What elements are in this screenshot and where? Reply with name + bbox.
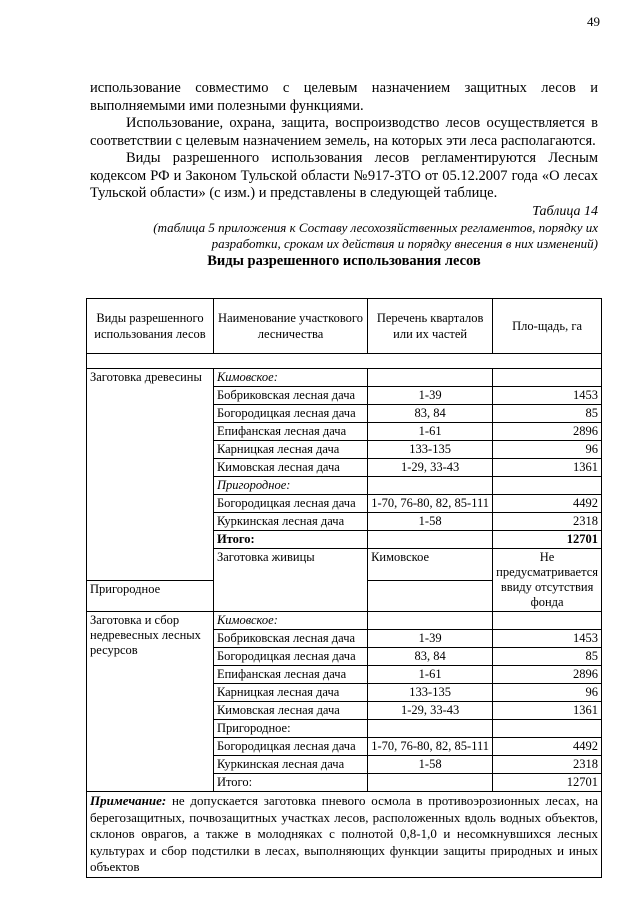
use-type-cell: Заготовка живицы xyxy=(213,549,367,612)
header-cell: Виды разрешенного использования лесов xyxy=(87,299,214,354)
district-label: Пригородное: xyxy=(213,720,367,738)
table-row: Карницкая лесная дача 133-135 96 xyxy=(87,684,602,702)
use-type-cell: Заготовка древесины xyxy=(87,369,214,581)
note-row xyxy=(87,792,602,878)
not-provided-note: Не предусматривается ввиду отсутствия фонда xyxy=(493,549,602,612)
table-row: Бобриковская лесная дача 1-39 1453 xyxy=(87,387,602,405)
table-row: Кимовская лесная дача 1-29, 33-43 1361 xyxy=(87,702,602,720)
use-type-cell: Заготовка и сбор недревесных лесных ресурсов xyxy=(87,612,214,792)
total-row: Итого: 12701 xyxy=(87,774,602,792)
table-row: Богородицкая лесная дача 83, 84 85 xyxy=(87,648,602,666)
table-row: Заготовка живицы Кимовское Не предусматривается ввиду отсутствия фонда xyxy=(87,549,602,581)
district-label: Пригородное: xyxy=(213,477,367,495)
forest-use-table xyxy=(86,298,602,878)
table-row: Карницкая лесная дача 133-135 96 xyxy=(87,441,602,459)
table-row xyxy=(87,612,602,630)
table-row: Пригородное xyxy=(87,580,602,612)
table-row: Кимовская лесная дача 1-29, 33-43 1361 xyxy=(87,459,602,477)
body-text xyxy=(90,80,598,270)
table-subcaption: (таблица 5 приложения к Составу лесохозяйственных регламентов, порядку их разработки, срокам их действия и порядку внесения в них изменений) xyxy=(153,219,598,251)
paragraph: Виды разрешенного использования лесов регламентируются Лесным кодексом РФ и Законом Тульской области №917-ЗТО от 05.12.2007 года «О лесах Тульской области» (с изм.) и представлены в следующей таблице. xyxy=(90,150,598,201)
table-title: Виды разрешенного использования лесов xyxy=(207,252,481,269)
paragraph: использование совместимо с целевым назначением защитных лесов и выполняемыми ими полезными функциями. xyxy=(90,80,598,114)
note-text: не допускается заготовка пневого осмола в противоэрозионных лесах, на берегозащитных, почвозащитных участках лесов, расположенных вдоль водных объектов, склонов оврагов, а также в молодняках с полнотой 0,8-1,0 и несомкнувшихся лесных культурах и сбор подстилки в лесах, выполняющих функции защиты природных и иных объектов xyxy=(90,793,598,874)
table-row: Куркинская лесная дача 1-58 2318 xyxy=(87,756,602,774)
table-row: Куркинская лесная дача 1-58 2318 xyxy=(87,513,602,531)
header-cell: Пло-щадь, га xyxy=(493,299,602,354)
header-cell: Перечень кварталов или их частей xyxy=(368,299,493,354)
table-caption: Таблица 14 xyxy=(532,203,598,219)
spacer-row xyxy=(87,354,602,369)
table-row: Епифанская лесная дача 1-61 2896 xyxy=(87,423,602,441)
note-label: Примечание: xyxy=(90,793,167,808)
page-number: 49 xyxy=(587,14,600,29)
table-row: Бобриковская лесная дача 1-39 1453 xyxy=(87,630,602,648)
header-cell: Наименование участкового лесничества xyxy=(213,299,367,354)
table-row: Богородицкая лесная дача 1-70, 76-80, 82, 85-111 4492 xyxy=(87,738,602,756)
table-row: Богородицкая лесная дача 1-70, 76-80, 82, 85-111 4492 xyxy=(87,495,602,513)
table-row: Богородицкая лесная дача 83, 84 85 xyxy=(87,405,602,423)
district-label: Кимовское: xyxy=(213,369,367,387)
district-label: Кимовское: xyxy=(213,612,367,630)
table-row xyxy=(87,369,602,387)
paragraph: Использование, охрана, защита, воспроизводство лесов осуществляется в соответствии с целевым назначением земель, на которых эти леса располагаются. xyxy=(90,115,598,149)
table-header-row xyxy=(87,299,602,354)
table-row: Епифанская лесная дача 1-61 2896 xyxy=(87,666,602,684)
table-note xyxy=(87,792,602,878)
total-row: Итого: 12701 xyxy=(87,531,602,549)
